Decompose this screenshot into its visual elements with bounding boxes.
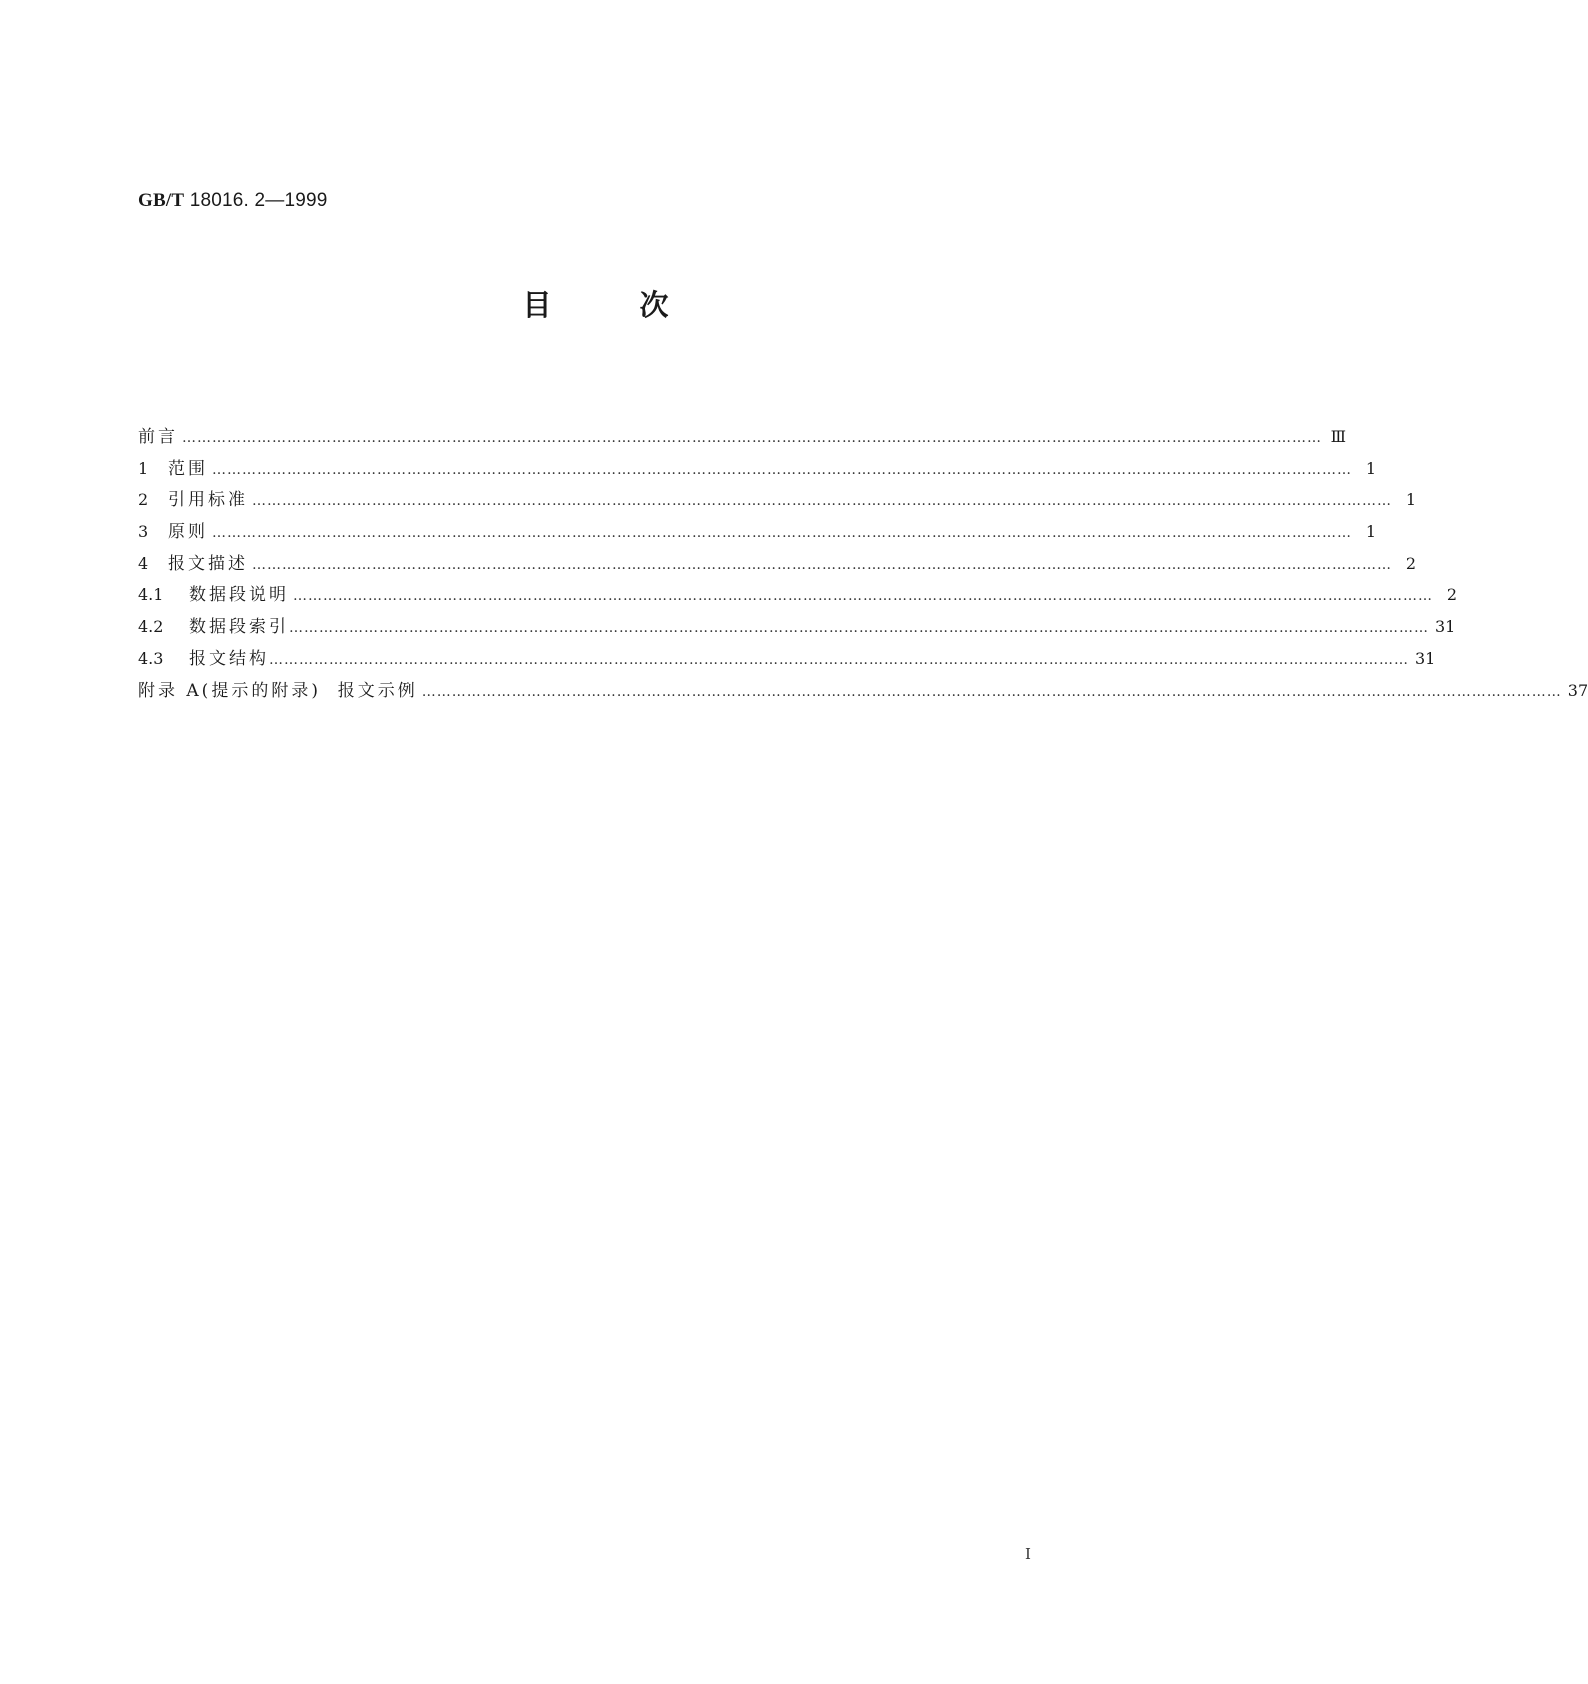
toc-section-number: 3: [138, 522, 149, 542]
toc-entry-normative-references[interactable]: [138, 485, 1416, 517]
toc-entry-message-description[interactable]: [138, 549, 1416, 581]
toc-entry-segment-description[interactable]: [138, 580, 1457, 612]
toc-page-number: 1: [1405, 490, 1416, 510]
toc-dot-leader: …………………………………………………………………………………………………………………………………………………………………………………………………………: [289, 620, 1429, 637]
toc-entry-label: 数据段索引: [189, 617, 289, 638]
standard-number: 18016. 2—1999: [189, 190, 328, 211]
page-title: 目次: [522, 288, 757, 322]
toc-entry-principles[interactable]: [138, 517, 1376, 549]
toc-section-number: 2: [138, 490, 149, 510]
toc-dot-leader: …………………………………………………………………………………………………………………………………………………………………………………………………………: [252, 556, 1392, 573]
toc-dot-leader: …………………………………………………………………………………………………………………………………………………………………………………………………………: [252, 493, 1392, 510]
toc-section-number: 4.2: [138, 617, 164, 637]
toc-page-number: 31: [1435, 617, 1456, 637]
toc-entry-annex-a[interactable]: [138, 676, 1588, 708]
toc-entry-label: 前言: [138, 427, 178, 447]
toc-entry-label: 范围: [168, 458, 208, 479]
toc-entry-label: 报文描述: [168, 553, 248, 574]
toc-entry-message-structure[interactable]: [138, 644, 1436, 676]
toc-entry-label: 原则: [168, 522, 208, 543]
toc-entry-label: 数据段说明: [189, 585, 289, 606]
toc-section-number: 4.3: [138, 648, 164, 668]
toc-dot-leader: …………………………………………………………………………………………………………………………………………………………………………………………………………: [293, 588, 1433, 605]
toc-dot-leader: …………………………………………………………………………………………………………………………………………………………………………………………………………: [269, 651, 1409, 668]
page-number: I: [1025, 1545, 1031, 1563]
standard-code: [138, 190, 328, 212]
toc-dot-leader: …………………………………………………………………………………………………………………………………………………………………………………………………………: [182, 430, 1322, 446]
toc-dot-leader: …………………………………………………………………………………………………………………………………………………………………………………………………………: [212, 525, 1352, 542]
toc-section-number: 4.1: [138, 585, 164, 605]
toc-page-number: 2: [1405, 553, 1416, 573]
toc-entry-scope[interactable]: [138, 454, 1376, 486]
standard-prefix: GB/T: [138, 190, 185, 211]
toc-entry-foreword[interactable]: [138, 422, 1346, 454]
toc-page-number: 1: [1365, 522, 1376, 542]
toc-page-number: 31: [1415, 648, 1436, 668]
toc-section-number: 4: [138, 553, 149, 573]
toc-page-number: 37: [1567, 680, 1588, 700]
toc-entry-label: 附录 A(提示的附录) 报文示例: [138, 680, 418, 701]
toc-page-number: 2: [1446, 585, 1457, 605]
toc-entry-segment-index[interactable]: [138, 612, 1456, 644]
table-of-contents: [138, 422, 1588, 707]
toc-page-number: 1: [1365, 458, 1376, 478]
toc-dot-leader: …………………………………………………………………………………………………………………………………………………………………………………………………………: [421, 683, 1562, 700]
toc-dot-leader: …………………………………………………………………………………………………………………………………………………………………………………………………………: [212, 461, 1352, 478]
toc-section-number: 1: [138, 458, 149, 478]
toc-entry-label: 报文结构: [189, 648, 269, 669]
toc-page-number: Ⅲ: [1330, 427, 1346, 446]
toc-entry-label: 引用标准: [168, 490, 248, 511]
